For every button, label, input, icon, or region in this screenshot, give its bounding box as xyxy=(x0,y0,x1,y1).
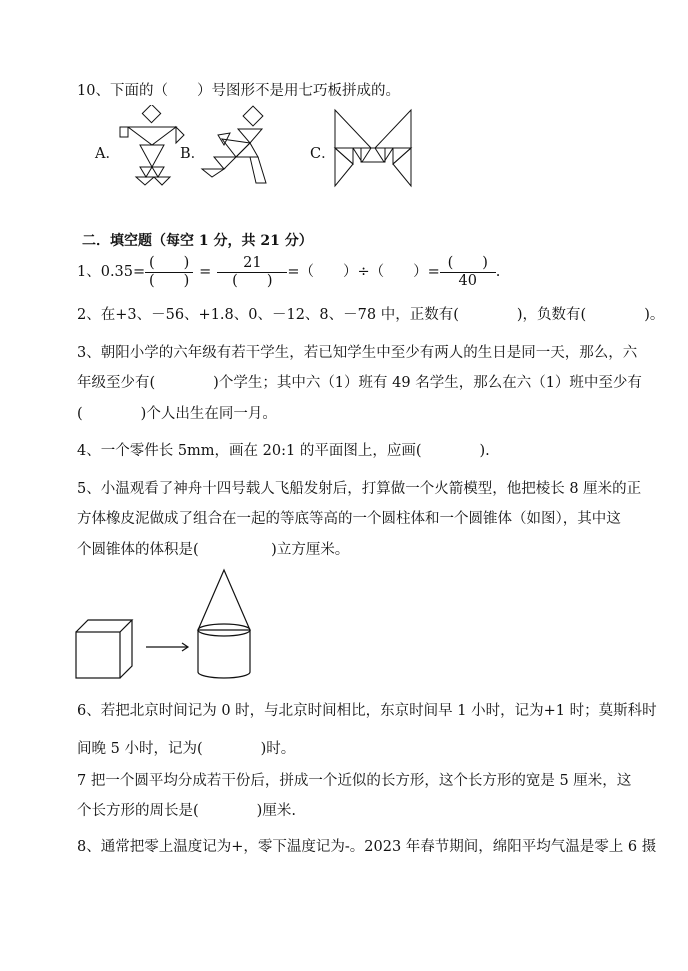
option-c-label: C． xyxy=(310,146,336,162)
option-b-label: B． xyxy=(180,146,206,162)
q4-text: 4、一个零件长 5mm，画在 20:1 的平面图上，应画( ). xyxy=(77,443,490,459)
q1-mid: =（ ）÷（ ）= xyxy=(287,264,440,280)
q5-line3: 个圆锥体的体积是( )立方厘米。 xyxy=(77,542,350,558)
cylinder-base xyxy=(198,672,250,678)
tangram-figure-c xyxy=(333,108,413,188)
q6-line1: 6、若把北京时间记为 0 时，与北京时间相比，东京时间早 1 小时，记为+1 时；莫斯科时 xyxy=(77,703,657,719)
q5-line1: 5、小温观看了神舟十四号载人飞船发射后，打算做一个火箭模型，他把棱长 8 厘米的正 xyxy=(77,481,642,497)
option-a-label: A． xyxy=(95,146,120,162)
q2-text: 2、在+3、－56、+1.8、0、－12、8、－78 中，正数有( )，负数有( )。 xyxy=(77,307,665,323)
q8-line1: 8、通常把零上温度记为+，零下温度记为-。2023 年春节期间，绵阳平均气温是零上 6 摄 xyxy=(77,839,657,855)
q5-line2: 方体橡皮泥做成了组合在一起的等底等高的一个圆柱体和一个圆锥体（如图），其中这 xyxy=(77,511,621,527)
q7-line1: 7 把一个圆平均分成若干份后，拼成一个近似的长方形，这个长方形的宽是 5 厘米，这 xyxy=(77,773,632,789)
q1-fraction-1: $\frac{( )}{( )}$ xyxy=(145,255,193,290)
q7-line2: 个长方形的周长是( )厘米. xyxy=(77,803,296,819)
q1-fraction-2: $\frac{21}{( )}$ xyxy=(217,255,287,290)
q3-line2: 年级至少有( )个学生；其中六（1）班有 49 名学生，那么在六（1）班中至少有 xyxy=(77,375,642,391)
cube-front-face xyxy=(76,632,120,678)
q3-line3: ( )个人出生在同一月。 xyxy=(77,406,277,422)
tangram-figure-a xyxy=(118,105,188,187)
q1-line: 1、0.35= $\frac{( )}{( )}$ = $\frac{21}{( )}$ =（ ）÷（ ）= $\frac{( )}{40}$ . xyxy=(77,254,501,289)
tangram-figure-b xyxy=(200,105,272,187)
q3-line1: 3、朝阳小学的六年级有若干学生，若已知学生中至少有两人的生日是同一天，那么，六 xyxy=(77,345,638,361)
q10-text: 10、下面的（ ）号图形不是用七巧板拼成的。 xyxy=(77,83,400,99)
section-2-title: 二．填空题（每空 1 分，共 21 分） xyxy=(82,233,313,249)
q1-prefix: 1、0.35= xyxy=(77,264,146,280)
q6-line2: 间晚 5 小时，记为( )时。 xyxy=(77,741,296,757)
cone xyxy=(198,570,250,630)
cube-to-cylinder-cone-figure xyxy=(74,566,274,684)
q1-fraction-3: $\frac{( )}{40}$ xyxy=(440,255,496,290)
